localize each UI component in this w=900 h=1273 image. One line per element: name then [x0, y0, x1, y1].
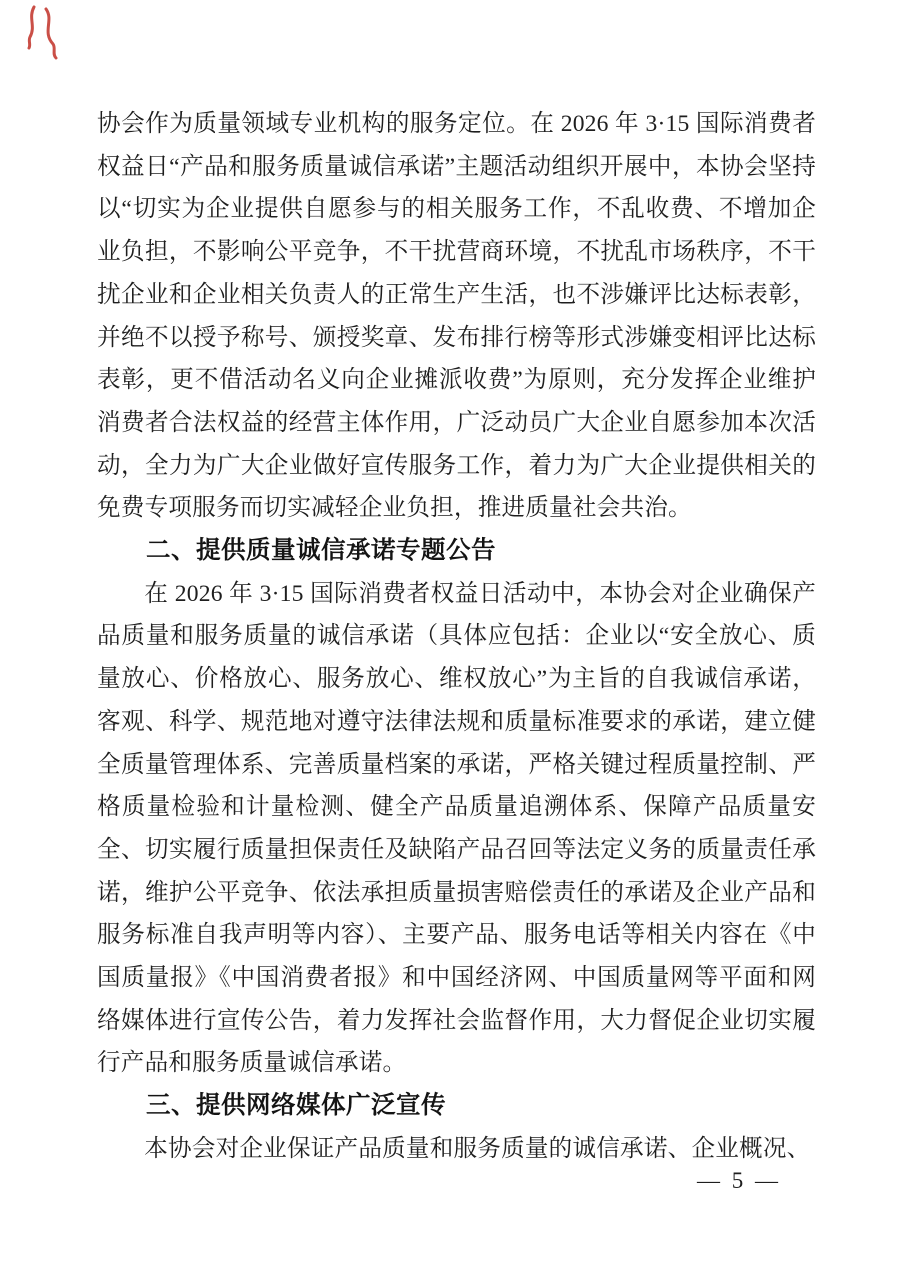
page-number: — 5 —: [697, 1168, 781, 1193]
section-heading-3: 三、提供网络媒体广泛宣传: [146, 1092, 446, 1120]
document-content: [97, 103, 816, 1171]
paragraph-integrity-announcement: 在 2026 年 3·15 国际消费者权益日活动中，本协会对企业确保产品质量和服务质量的诚信承诺（具体应包括：企业以“安全放心、质量放心、价格放心、服务放心、维权放心”为主旨的自我诚信承诺，客观、科学、规范地对遵守法律法规和质量标准要求的承诺，建立健全质量管理体系、完善质量档案的承诺，严格关键过程质量控制、严格质量检验和计量检测、健全产品质量追溯体系、保障产品质量安全、切实履行质量担保责任及缺陷产品召回等法定义务的质量责任承诺，维护公平竞争、依法承担质量损害赔偿责任的承诺及企业产品和服务标准自我声明等内容）、主要产品、服务电话等相关内容在《中国质量报》《中国消费者报》和中国经济网、中国质量网等平面和网络媒体进行宣传公告，着力发挥社会监督作用，大力督促企业切实履行产品和服务质量诚信承诺。: [97, 580, 816, 1077]
section-heading-2: 二、提供质量诚信承诺专题公告: [146, 537, 496, 565]
red-pen-mark-icon: [25, 4, 63, 62]
paragraph-network-media: 本协会对企业保证产品质量和服务质量的诚信承诺、企业概况、: [144, 1135, 811, 1162]
paragraph-service-principles: 协会作为质量领域专业机构的服务定位。在 2026 年 3·15 国际消费者权益日“产品和服务质量诚信承诺”主题活动组织开展中，本协会坚持以“切实为企业提供自愿参与的相关服务工作，不乱收费、不增加企业负担，不影响公平竞争，不干扰营商环境，不扰乱市场秩序，不干扰企业和企业相关负责人的正常生产生活，也不涉嫌评比达标表彰，并绝不以授予称号、颁授奖章、发布排行榜等形式涉嫌变相评比达标表彰，更不借活动名义向企业摊派收费”为原则，充分发挥企业维护消费者合法权益的经营主体作用，广泛动员广大企业自愿参加本次活动，全力为广大企业做好宣传服务工作，着力为广大企业提供相关的免费专项服务而切实减轻企业负担，推进质量社会共治。: [97, 111, 816, 522]
